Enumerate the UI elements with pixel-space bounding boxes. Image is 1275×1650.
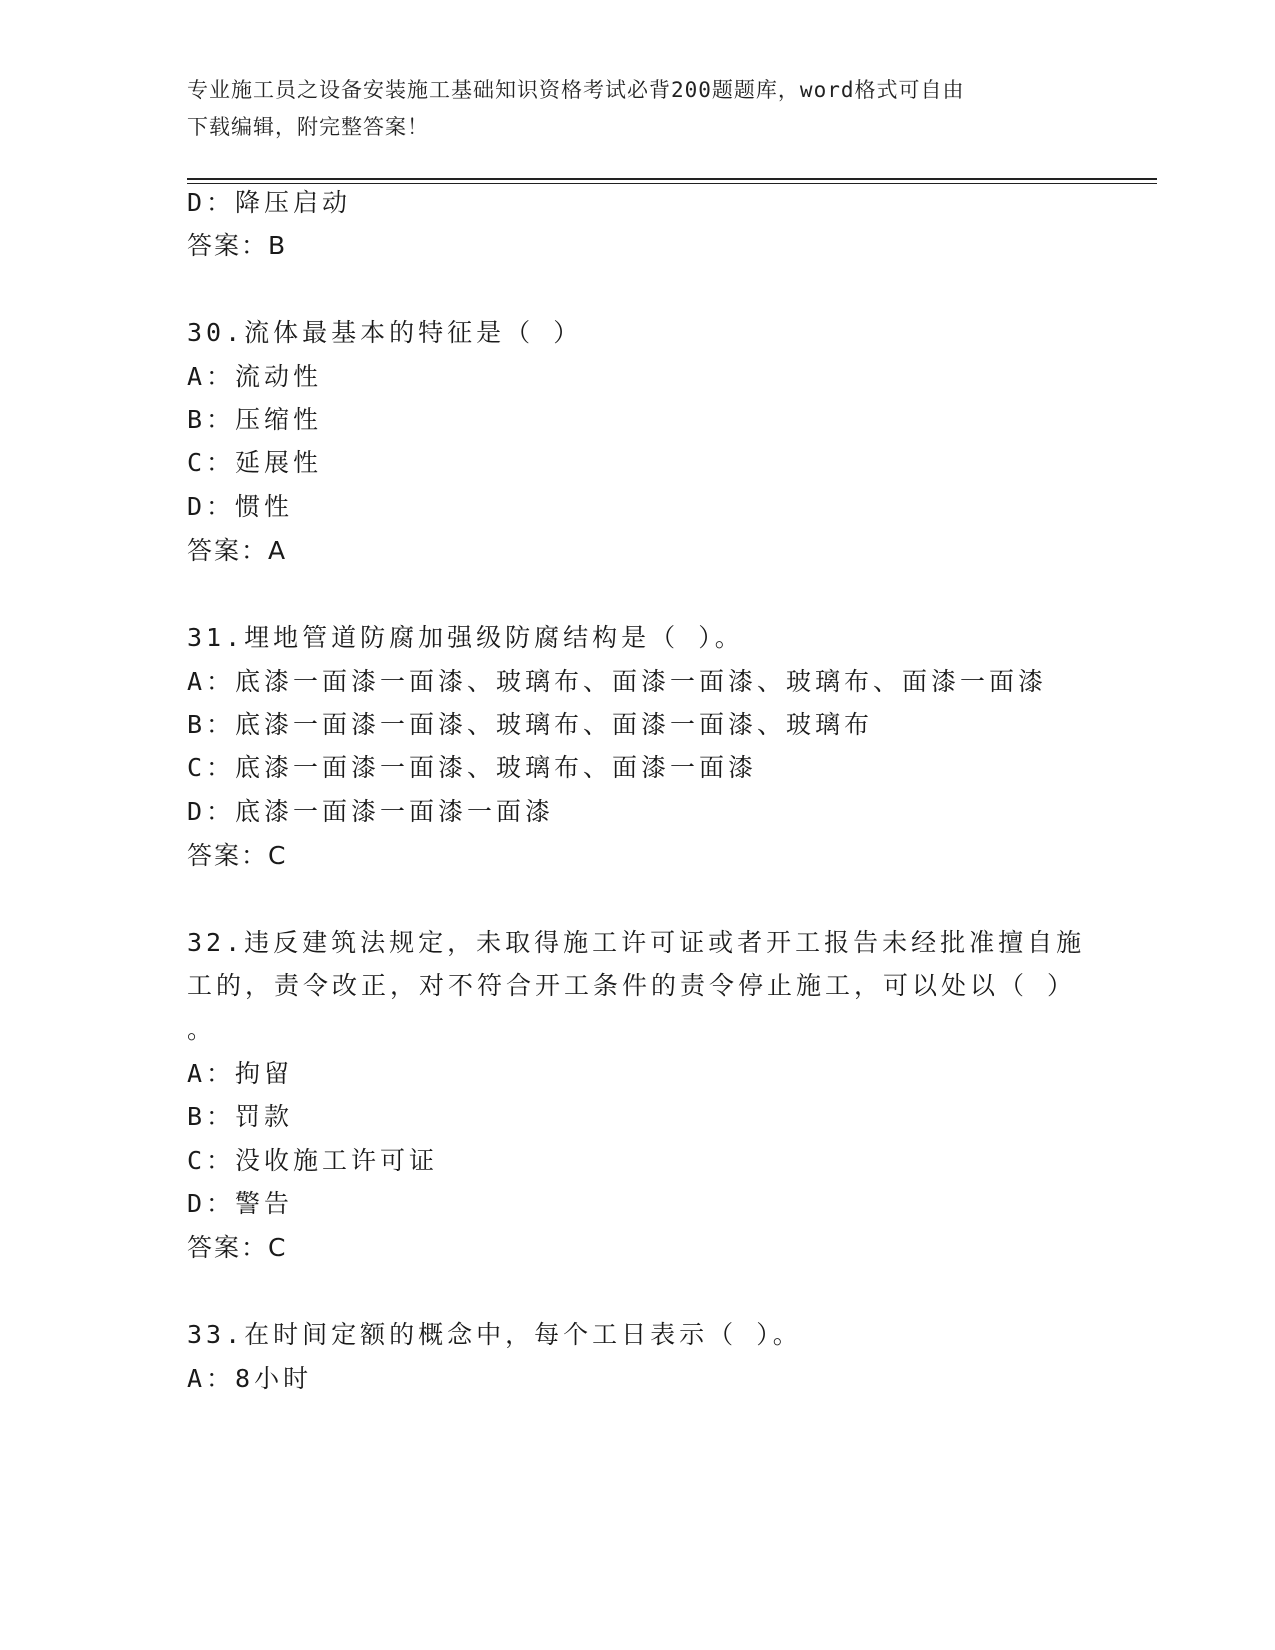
document-header	[187, 72, 1087, 146]
q32-stem-line-2: 工的，责令改正，对不符合开工条件的责令停止施工，可以处以（ ）	[187, 971, 1077, 1000]
q32-answer: 答案：C	[187, 1233, 288, 1262]
q29-option-d: D：降压启动	[187, 188, 352, 217]
q33-stem: 33.在时间定额的概念中，每个工日表示（ ）。	[187, 1320, 802, 1349]
q30-option-a: A：流动性	[187, 362, 323, 391]
header-divider-thick	[187, 178, 1157, 180]
q31-option-d: D：底漆一面漆一面漆一面漆	[187, 797, 555, 826]
q32-stem-line-3: 。	[187, 1015, 217, 1044]
q32-option-d: D：警告	[187, 1189, 294, 1218]
header-line-2: 下载编辑，附完整答案！	[187, 115, 429, 139]
q29-answer: 答案：B	[187, 231, 288, 260]
q30-option-c: C：延展性	[187, 448, 323, 477]
q33-option-a: A：8小时	[187, 1364, 313, 1393]
q32-option-c: C：没收施工许可证	[187, 1146, 439, 1175]
q31-option-c: C：底漆一面漆一面漆、玻璃布、面漆一面漆	[187, 753, 758, 782]
q30-option-d: D：惯性	[187, 492, 294, 521]
q31-stem: 31.埋地管道防腐加强级防腐结构是（ ）。	[187, 623, 744, 652]
q32-option-a: A：拘留	[187, 1059, 294, 1088]
q30-option-b: B：压缩性	[187, 405, 323, 434]
q31-option-b: B：底漆一面漆一面漆、玻璃布、面漆一面漆、玻璃布	[187, 710, 874, 739]
q31-answer: 答案：C	[187, 841, 288, 870]
q30-stem: 30.流体最基本的特征是（ ）	[187, 318, 583, 347]
q30-answer: 答案：A	[187, 536, 288, 565]
document-page	[187, 0, 1157, 1650]
q32-stem-line-1: 32.违反建筑法规定，未取得施工许可证或者开工报告未经批准擅自施	[187, 928, 1086, 957]
q31-option-a: A：底漆一面漆一面漆、玻璃布、面漆一面漆、玻璃布、面漆一面漆	[187, 667, 1048, 696]
header-line-1: 专业施工员之设备安装施工基础知识资格考试必背200题题库，word格式可自由	[187, 78, 965, 102]
header-divider-thin	[187, 183, 1157, 184]
q32-option-b: B：罚款	[187, 1102, 294, 1131]
